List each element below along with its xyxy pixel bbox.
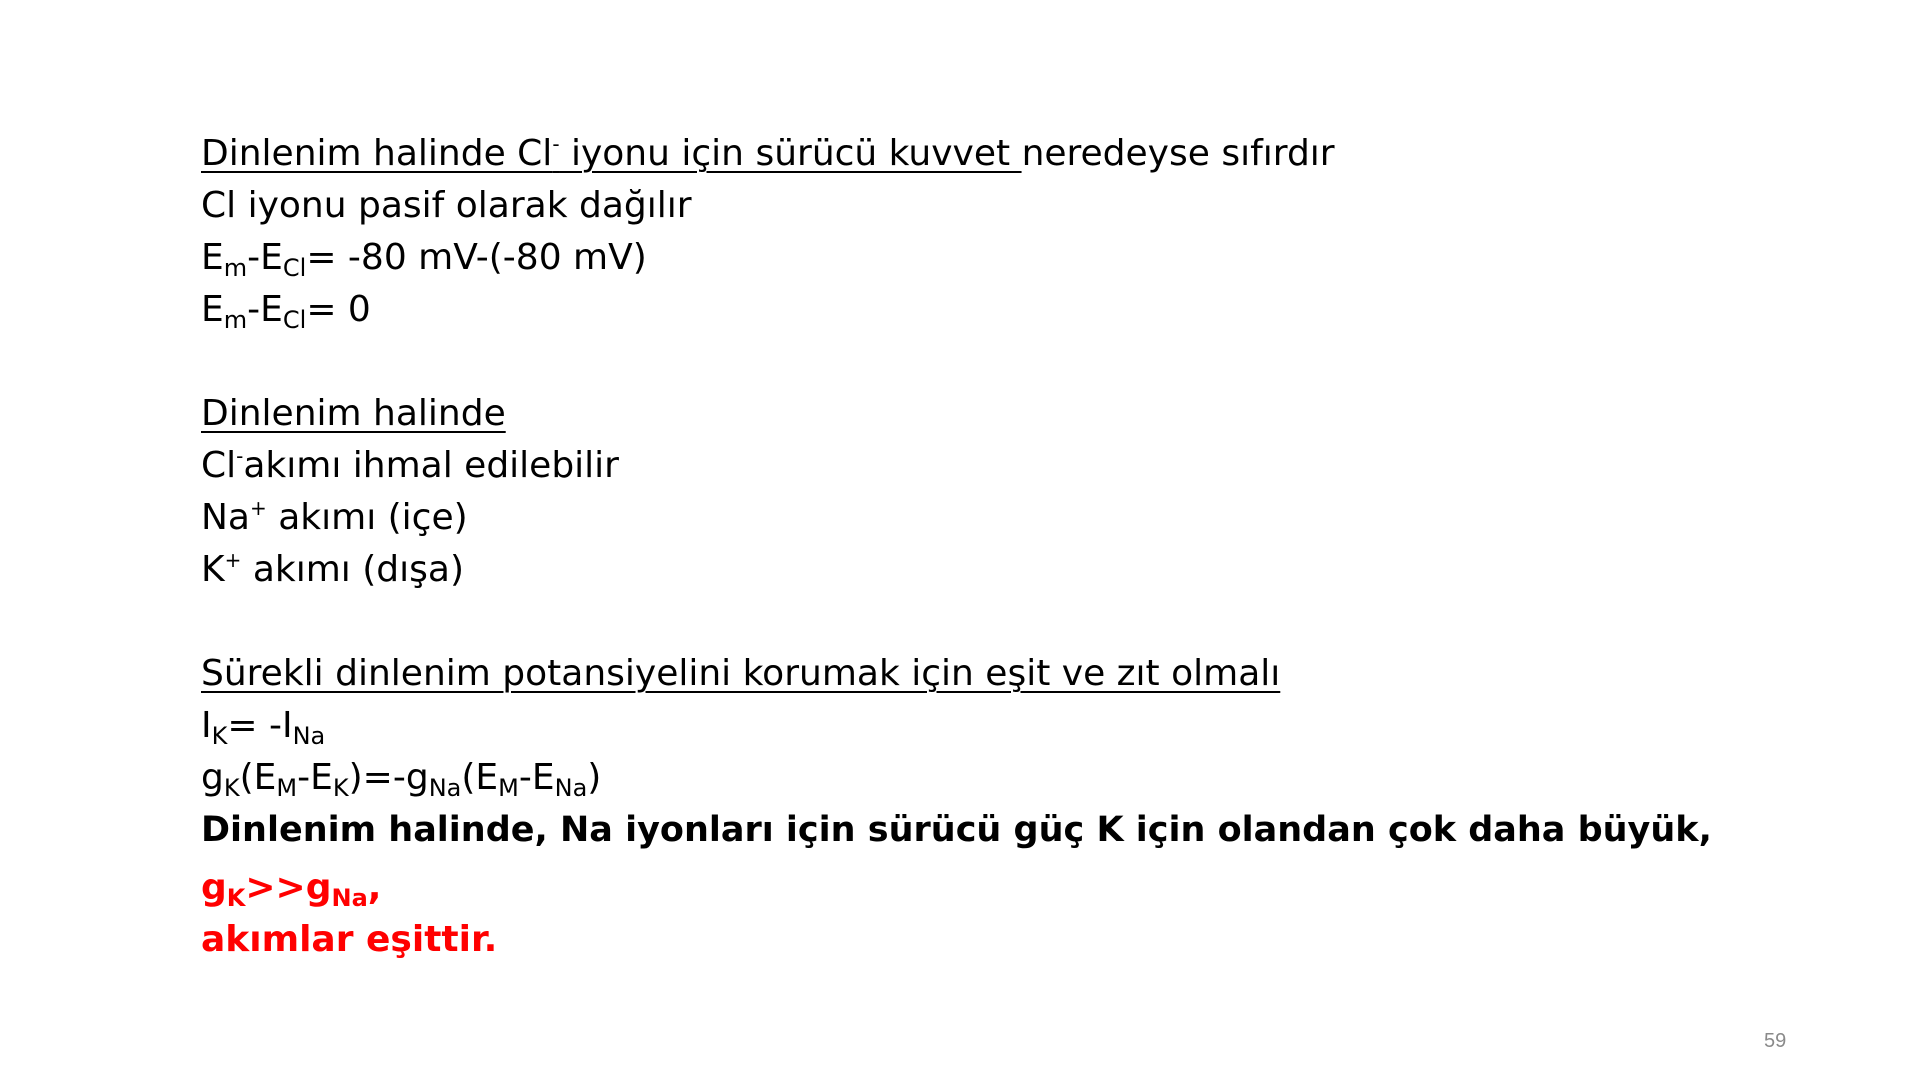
eq-text: -E	[297, 757, 333, 798]
red-conductance-comparison	[201, 862, 1851, 914]
ion-text: Na	[201, 497, 250, 538]
k-current-line	[201, 544, 1851, 596]
line-text: akımı (dışa)	[241, 549, 465, 590]
eq-text: ,	[367, 867, 382, 908]
section2-heading	[201, 388, 1851, 440]
eq-text: I	[201, 705, 212, 746]
subscript: Na	[331, 884, 368, 912]
subscript: Cl	[282, 306, 307, 334]
subscript: Cl	[282, 254, 307, 282]
em-ecl-equation-2	[201, 284, 1851, 336]
bold-statement: Dinlenim halinde, Na iyonları için sürücü güç K için olandan çok daha büyük,	[201, 810, 1712, 850]
subscript: Na	[428, 774, 462, 802]
eq-text: )=-g	[348, 757, 429, 798]
subscript: m	[223, 254, 248, 282]
eq-text: = 0	[306, 289, 371, 330]
section3-heading-text: Sürekli dinlenim potansiyelini korumak için eşit ve zıt olmalı	[201, 653, 1281, 694]
subscript: K	[332, 774, 349, 802]
heading-text: iyonu için sürücü kuvvet	[559, 133, 1022, 174]
subscript: K	[223, 774, 240, 802]
em-ecl-equation-1	[201, 232, 1851, 284]
spacer	[201, 336, 1851, 388]
heading-tail: neredeyse sıfırdır	[1021, 133, 1335, 174]
spacer	[201, 596, 1851, 648]
na-current-line	[201, 492, 1851, 544]
superscript: -	[552, 132, 560, 156]
subscript: m	[223, 306, 248, 334]
subscript: M	[498, 774, 519, 802]
cl-passive-line: Cl iyonu pasif olarak dağılır	[201, 185, 692, 226]
eq-text: = -80 mV-(-80 mV)	[306, 237, 647, 278]
superscript: +	[224, 548, 242, 572]
subscript: Na	[554, 774, 588, 802]
slide-content	[201, 128, 1851, 966]
conductance-equation	[201, 752, 1851, 804]
subscript: K	[226, 884, 246, 912]
ion-text: K	[201, 549, 225, 590]
eq-text: E	[201, 237, 224, 278]
eq-text: )	[587, 757, 602, 798]
eq-text: -E	[247, 237, 283, 278]
ik-ina-equation	[201, 700, 1851, 752]
subscript: Na	[292, 722, 326, 750]
superscript: +	[250, 496, 267, 520]
section1-heading	[201, 128, 1851, 180]
cl-current-line	[201, 440, 1851, 492]
eq-text: (E	[461, 757, 499, 798]
section3-heading	[201, 648, 1851, 700]
subscript: K	[211, 722, 228, 750]
superscript: -	[236, 444, 244, 468]
heading-text: Dinlenim halinde Cl	[201, 133, 553, 174]
line-text: akımı ihmal edilebilir	[243, 445, 619, 486]
line-text: akımı (içe)	[266, 497, 468, 538]
eq-text: -E	[247, 289, 283, 330]
eq-text: E	[201, 289, 224, 330]
ion-text: Cl	[201, 445, 237, 486]
eq-text: = -I	[227, 705, 293, 746]
page-number: 59	[1764, 1030, 1787, 1052]
red-conclusion: akımlar eşittir.	[201, 919, 498, 960]
section2-heading-text: Dinlenim halinde	[201, 393, 506, 434]
subscript: M	[276, 774, 298, 802]
eq-text: (E	[239, 757, 277, 798]
eq-text: g	[201, 867, 227, 908]
eq-text: >>g	[245, 867, 332, 908]
eq-text: g	[201, 757, 224, 798]
eq-text: -E	[518, 757, 555, 798]
section1-heading-underlined	[201, 133, 1022, 174]
